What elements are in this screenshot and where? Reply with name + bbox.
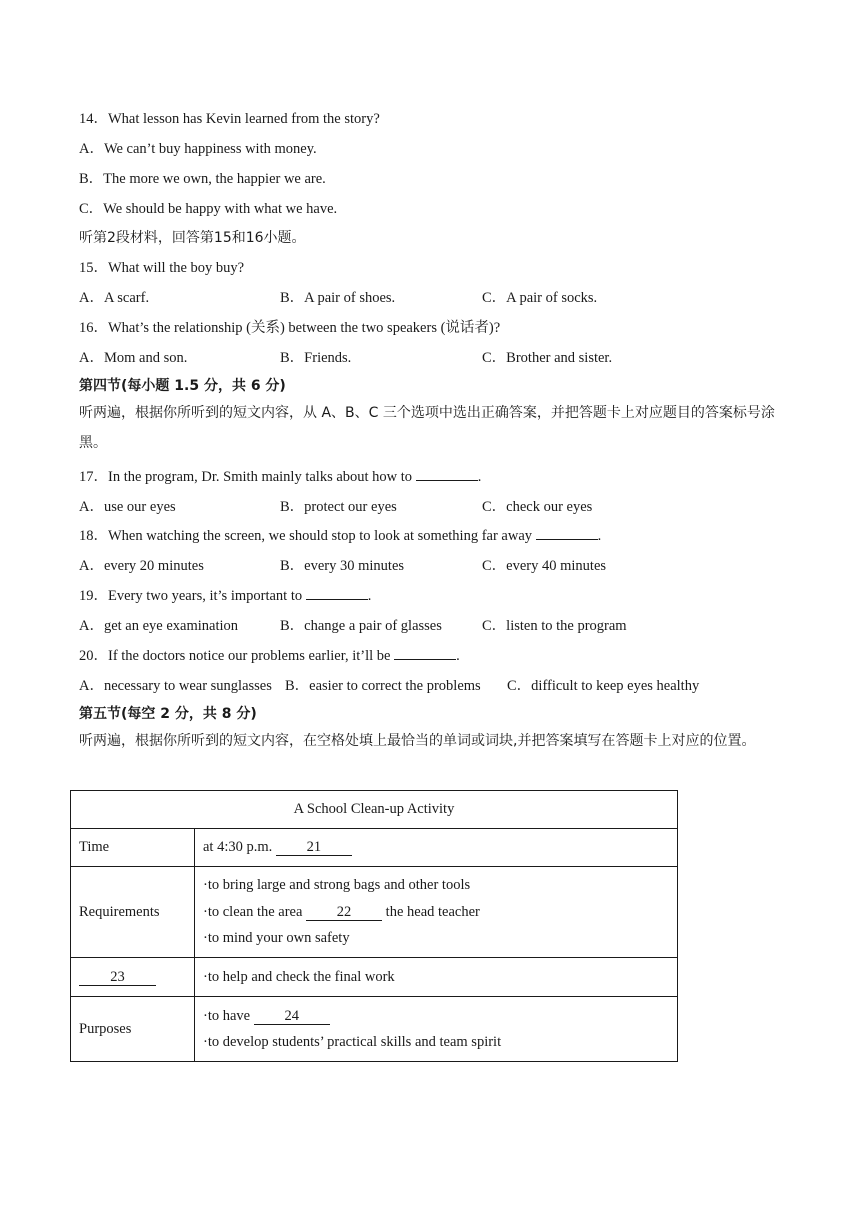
answer-blank bbox=[394, 645, 456, 660]
section5-instructions: 听两遍，根据你所听到的短文内容，在空格处填上最恰当的单词或词块,并把答案填写在答题卡上对应的位置。 bbox=[79, 733, 756, 749]
q16-option-a: A．Mom and son. bbox=[79, 350, 188, 366]
answer-blank bbox=[306, 585, 368, 600]
requirement-3: ·to mind your own safety bbox=[203, 930, 350, 947]
q17-period: . bbox=[477, 469, 482, 485]
requirement-2-text: ·to clean the area bbox=[203, 903, 307, 920]
purpose-1 bbox=[203, 1003, 669, 1030]
q15-option-c: C．A pair of socks. bbox=[482, 290, 598, 306]
q19-option-c: C．listen to the program bbox=[482, 618, 627, 634]
table-row-time bbox=[71, 829, 678, 867]
section4-instructions: 听两遍，根据你所听到的短文内容，从 A、B、C 三个选项中选出正确答案，并把答题卡上对应题目的答案标号涂黑。 bbox=[79, 405, 775, 451]
q14-option-c: C．We should be happy with what we have. bbox=[79, 201, 338, 217]
row-23-value: ·to help and check the final work bbox=[195, 958, 678, 997]
question-14: 14．What lesson has Kevin learned from the story? bbox=[79, 111, 380, 127]
q20-option-b: B．easier to correct the problems bbox=[285, 678, 481, 694]
time-text: at 4:30 p.m. bbox=[203, 839, 276, 855]
section-note-2: 听第2段材料，回答第15和16小题。 bbox=[79, 230, 306, 246]
q15-option-b: B．A pair of shoes. bbox=[280, 290, 396, 306]
q14-option-a: A．We can’t buy happiness with money. bbox=[79, 141, 317, 157]
requirement-2 bbox=[203, 899, 669, 926]
question-15: 15．What will the boy buy? bbox=[79, 260, 245, 276]
q16-option-c: C．Brother and sister. bbox=[482, 350, 613, 366]
question-18 bbox=[79, 524, 601, 545]
q18-option-b: B．every 30 minutes bbox=[280, 558, 405, 574]
q19-option-b: B．change a pair of glasses bbox=[280, 618, 442, 634]
time-label: Time bbox=[71, 829, 195, 867]
purposes-value bbox=[195, 997, 678, 1062]
table-title-row bbox=[71, 791, 678, 829]
q18-option-a: A．every 20 minutes bbox=[79, 558, 204, 574]
blank-24: 24 bbox=[254, 1008, 330, 1025]
q20-text: 20．If the doctors notice our problems earlier, it’ll be bbox=[79, 648, 395, 664]
question-19 bbox=[79, 584, 371, 605]
answer-blank bbox=[536, 525, 598, 540]
table-title: A School Clean-up Activity bbox=[71, 791, 678, 829]
q14-option-b: B．The more we own, the happier we are. bbox=[79, 171, 326, 187]
q18-option-c: C．every 40 minutes bbox=[482, 558, 607, 574]
q17-option-a: A．use our eyes bbox=[79, 499, 176, 515]
requirement-1: ·to bring large and strong bags and other tools bbox=[203, 877, 471, 894]
purpose-2: ·to develop students’ practical skills and team spirit bbox=[203, 1034, 502, 1050]
purposes-label: Purposes bbox=[71, 997, 195, 1062]
purpose-1-text: ·to have bbox=[203, 1007, 254, 1024]
q20-option-a: A．necessary to wear sunglasses bbox=[79, 678, 272, 694]
table-row-purposes bbox=[71, 997, 678, 1062]
blank-21: 21 bbox=[276, 839, 352, 856]
requirements-label: Requirements bbox=[71, 867, 195, 958]
q17-option-c: C．check our eyes bbox=[482, 499, 593, 515]
question-16: 16．What’s the relationship (关系) between the two speakers (说话者)? bbox=[79, 320, 501, 336]
q19-period: . bbox=[367, 588, 372, 604]
q19-text: 19．Every two years, it’s important to bbox=[79, 588, 306, 604]
time-value bbox=[195, 829, 678, 867]
q16-option-b: B．Friends. bbox=[280, 350, 352, 366]
q20-option-c: C．difficult to keep eyes healthy bbox=[507, 678, 700, 694]
q15-option-a: A．A scarf. bbox=[79, 290, 150, 306]
question-20 bbox=[79, 644, 460, 665]
blank-23-cell bbox=[71, 958, 195, 997]
requirement-2-tail: the head teacher bbox=[382, 903, 480, 920]
requirements-value bbox=[195, 867, 678, 958]
blank-22: 22 bbox=[306, 904, 382, 921]
q17-text: 17．In the program, Dr. Smith mainly talks about how to bbox=[79, 469, 416, 485]
q19-option-a: A．get an eye examination bbox=[79, 618, 239, 634]
table-row-23 bbox=[71, 958, 678, 997]
answer-blank bbox=[416, 466, 478, 481]
table-row-requirements bbox=[71, 867, 678, 958]
q17-option-b: B．protect our eyes bbox=[280, 499, 397, 515]
q18-period: . bbox=[597, 528, 602, 544]
section4-heading: 第四节(每小题 1.5 分，共 6 分) bbox=[79, 378, 286, 394]
question-17 bbox=[79, 465, 481, 486]
activity-table bbox=[70, 790, 678, 1062]
section5-heading: 第五节(每空 2 分，共 8 分) bbox=[79, 706, 257, 722]
blank-23: 23 bbox=[79, 969, 156, 986]
q20-period: . bbox=[456, 648, 460, 664]
q18-text: 18．When watching the screen, we should stop to look at something far away bbox=[79, 528, 536, 544]
